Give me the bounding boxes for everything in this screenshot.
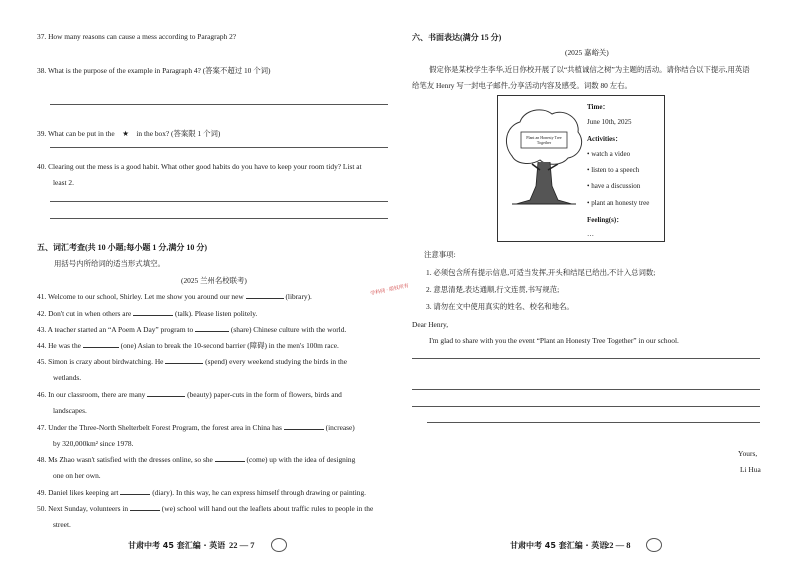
answer-blank-43[interactable] [195, 331, 229, 332]
question-43-text: 43. A teacher started an “A Poem A Day” program to [37, 325, 194, 334]
writing-prompt-line1: 假定你是某校学生李华,近日你校开展了以“共植诚信之树”为主题的活动。请你结合以下提示,用英语 [429, 65, 750, 74]
prompt-card [497, 95, 665, 242]
writing-line-2[interactable] [412, 389, 760, 390]
writing-line-3[interactable] [412, 406, 760, 407]
question-49-hint: (diary). In this way, he can express himself through drawing or painting. [152, 488, 366, 497]
answer-line-39[interactable] [50, 147, 388, 148]
footer-title-left: 甘肃中考 45 套汇编 · 英语 [128, 541, 226, 550]
question-48 [37, 455, 355, 464]
letter-opening: I'm glad to share with you the event “Plant an Honesty Tree Together” in our school. [429, 336, 679, 345]
question-41-text: 41. Welcome to our school, Shirley. Let me show you around our new [37, 292, 244, 301]
answer-line-38[interactable] [50, 104, 388, 105]
question-47-text: 47. Under the Three-North Shelterbelt Forest Program, the forest area in China has [37, 423, 282, 432]
question-46 [37, 390, 342, 399]
card-time-value: June 10th, 2025 [587, 118, 632, 126]
section-5-instruction: 用括号内所给词的适当形式填空。 [54, 259, 165, 268]
footer-title-right: 甘肃中考 45 套汇编 · 英语 [510, 541, 608, 550]
logo-icon [646, 538, 662, 552]
question-46-text: 46. In our classroom, there are many [37, 390, 146, 399]
writing-source: (2025 嘉峪关) [565, 48, 609, 57]
activity-text: have a discussion [591, 182, 641, 190]
answer-blank-45[interactable] [165, 363, 203, 364]
question-39-part-a: 39. What can be put in the [37, 129, 115, 138]
question-43-hint: (share) Chinese culture with the world. [230, 325, 347, 334]
notes-title: 注意事项: [424, 250, 456, 259]
question-44-hint: (one) Asian to break the 10-second barrier (障碍) in the men's 100m race. [120, 341, 339, 350]
question-47-line2: by 320,000km² since 1978. [53, 439, 134, 448]
question-42-hint: (talk). Please listen politely. [175, 309, 258, 318]
question-41-hint: (library). [285, 292, 312, 301]
question-42 [37, 309, 257, 318]
watermark-stamp: 学科网 · 版权所有 [370, 283, 410, 297]
question-39 [37, 129, 220, 138]
honesty-tree-icon [502, 104, 584, 219]
answer-line-40b[interactable] [50, 218, 388, 219]
answer-blank-47[interactable] [284, 429, 324, 430]
letter-signature: Li Hua [740, 465, 761, 474]
question-44-text: 44. He was the [37, 341, 81, 350]
page-number-right: 22 — 8 [605, 540, 631, 550]
page-number-left: 22 — 7 [229, 540, 255, 550]
question-45-line2: wetlands. [53, 373, 82, 382]
question-44 [37, 341, 339, 350]
question-47-hint: (increase) [325, 423, 355, 432]
question-45-hint: (spend) every weekend studying the birds in the [205, 357, 347, 366]
card-feelings-label: Feeling(s)： [587, 216, 624, 224]
section-5-title: 五、词汇考查(共 10 小题;每小题 1 分,满分 10 分) [37, 243, 207, 252]
question-43 [37, 325, 346, 334]
question-40-line1: 40. Clearing out the mess is a good habit. What other good habits do you have to keep your room tidy? List at [37, 162, 362, 171]
note-1: 1. 必须包含所有提示信息,可适当发挥,开头和结尾已给出,不计入总词数; [426, 268, 656, 277]
question-50-line2: street. [53, 520, 71, 529]
star-icon: ★ [122, 129, 129, 138]
writing-line-1[interactable] [412, 358, 760, 359]
answer-blank-46[interactable] [147, 396, 185, 397]
question-38: 38. What is the purpose of the example in Paragraph 4? (答案不超过 10 个词) [37, 66, 271, 75]
question-46-line2: landscapes. [53, 406, 87, 415]
answer-blank-42[interactable] [133, 315, 173, 316]
answer-blank-48[interactable] [215, 461, 245, 462]
question-42-text: 42. Don't cut in when others are [37, 309, 132, 318]
answer-blank-44[interactable] [83, 347, 119, 348]
tree-sign-text: Plant an Honesty Tree Together [526, 135, 562, 145]
question-48-text: 48. Ms Zhao wasn't satisfied with the dresses online, so she [37, 455, 213, 464]
question-49 [37, 488, 366, 497]
section-5-source: (2025 兰州名校联考) [181, 276, 247, 285]
section-6-title: 六、书面表达(满分 15 分) [412, 33, 502, 42]
answer-blank-41[interactable] [246, 298, 284, 299]
question-50-text: 50. Next Sunday, volunteers in [37, 504, 129, 513]
question-50 [37, 504, 373, 513]
question-39-part-b: in the box? (答案限 1 个词) [136, 129, 221, 138]
answer-blank-49[interactable] [120, 494, 150, 495]
question-47 [37, 423, 355, 432]
writing-prompt-line2: 给笔友 Henry 写一封电子邮件,分享活动内容及感受。词数 80 左右。 [412, 81, 632, 90]
writing-line-4[interactable] [427, 422, 760, 423]
activity-item: • watch a video [587, 150, 631, 158]
note-2: 2. 意思清楚,表达通顺,行文连贯,书写规范; [426, 285, 560, 294]
question-40-line2: least 2. [53, 178, 74, 187]
question-48-hint: (come) up with the idea of designing [246, 455, 356, 464]
question-46-hint: (beauty) paper-cuts in the form of flowers, birds and [187, 390, 342, 399]
activity-text: listen to a speech [591, 166, 640, 174]
letter-closing: Yours, [738, 449, 758, 458]
question-37: 37. How many reasons can cause a mess according to Paragraph 2? [37, 32, 237, 41]
card-time-label: Time： [587, 103, 610, 111]
activity-item: • have a discussion [587, 182, 641, 190]
activity-text: plant an honesty tree [591, 199, 650, 207]
card-ellipsis: … [587, 230, 594, 238]
letter-greeting: Dear Henry, [412, 320, 449, 329]
question-50-hint: (we) school will hand out the leaflets about traffic rules to people in the [161, 504, 374, 513]
note-3: 3. 请勿在文中使用真实的姓名、校名和地名。 [426, 302, 574, 311]
activity-item: • plant an honesty tree [587, 199, 650, 207]
question-48-line2: one on her own. [53, 471, 101, 480]
question-45 [37, 357, 347, 366]
answer-line-40a[interactable] [50, 201, 388, 202]
question-45-text: 45. Simon is crazy about birdwatching. He [37, 357, 164, 366]
question-49-text: 49. Daniel likes keeping art [37, 488, 119, 497]
answer-blank-50[interactable] [130, 510, 160, 511]
activity-item: • listen to a speech [587, 166, 640, 174]
logo-icon [271, 538, 287, 552]
question-41 [37, 292, 312, 301]
activity-text: watch a video [591, 150, 631, 158]
card-activities-label: Activities： [587, 135, 622, 143]
